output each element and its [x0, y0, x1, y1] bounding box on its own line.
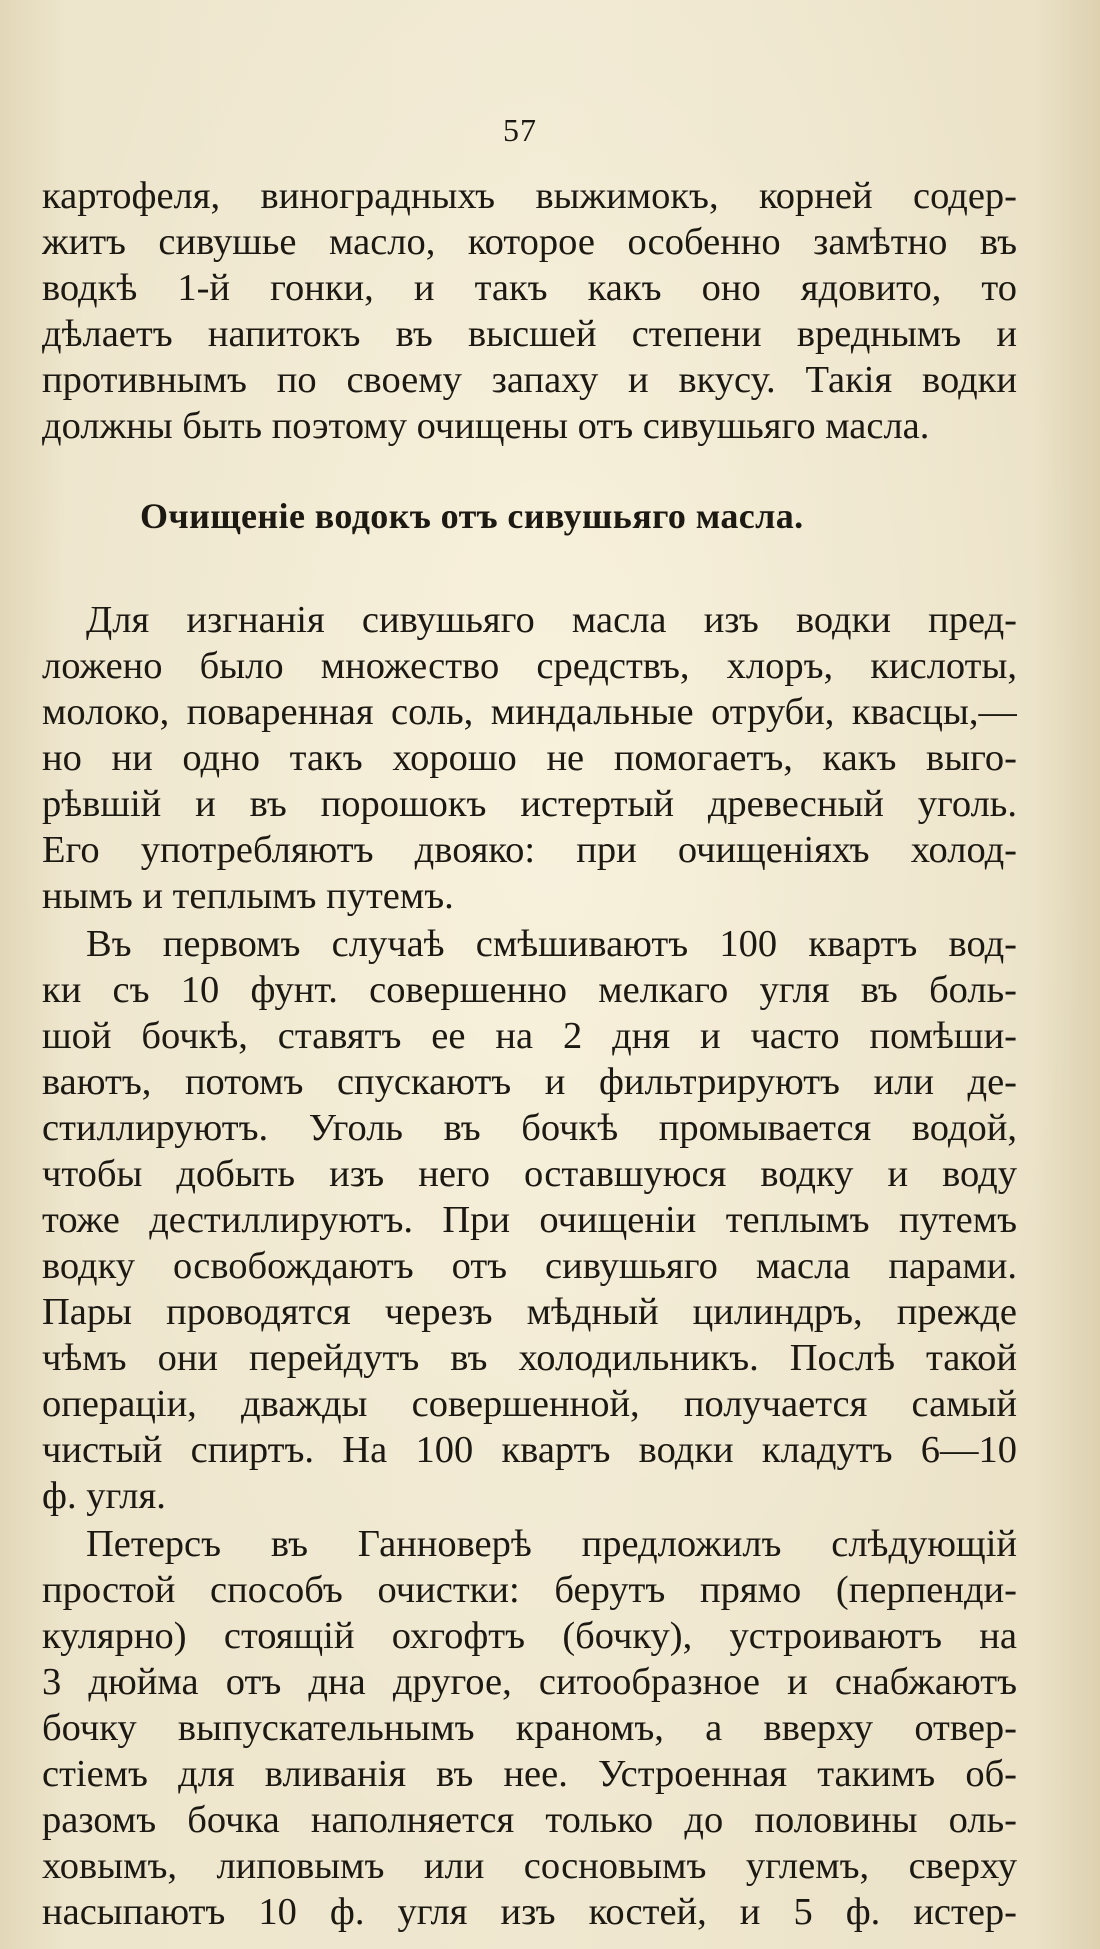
text-line: стиллируютъ. Уголь въ бочкѣ промывается водой, — [42, 1107, 1017, 1149]
text-line: 3 дюйма отъ дна другое, ситообразное и снабжаютъ — [42, 1661, 1017, 1703]
text-line: должны быть поэтому очищены отъ сивушьяго масла. — [42, 405, 930, 447]
text-line: разомъ бочка наполняется только до половины оль- — [42, 1799, 1017, 1841]
text-line: противнымъ по своему запаху и вкусу. Такія водки — [42, 359, 1017, 401]
text-line: чѣмъ они перейдутъ въ холодильникъ. Послѣ такой — [42, 1337, 1017, 1379]
text-line: чтобы добыть изъ него оставшуюся водку и воду — [42, 1153, 1017, 1195]
text-line: операціи, дважды совершенной, получается самый — [42, 1383, 1017, 1425]
text-line: дѣлаетъ напитокъ въ высшей степени вреднымъ и — [42, 313, 1017, 355]
text-line: простой способъ очистки: берутъ прямо (перпенди- — [42, 1569, 1017, 1611]
page-number: 57 — [503, 112, 537, 148]
paragraph — [42, 597, 1017, 919]
body-text — [42, 173, 1017, 1935]
text-line: нымъ и теплымъ путемъ. — [42, 875, 454, 917]
text-line: Для изгнанія сивушьяго масла изъ водки пред- — [86, 599, 1017, 641]
text-line: шой бочкѣ, ставятъ ее на 2 дня и часто помѣши- — [42, 1015, 1017, 1057]
text-line: тоже дестиллируютъ. При очищеніи теплымъ путемъ — [42, 1199, 1017, 1241]
text-line: ваютъ, потомъ спускаютъ и фильтрируютъ или де- — [42, 1061, 1017, 1103]
paragraph — [42, 921, 1017, 1519]
text-line: кулярно) стоящій охгофтъ (бочку), устроиваютъ на — [42, 1615, 1017, 1657]
text-line: житъ сивушье масло, которое особенно замѣтно въ — [42, 221, 1017, 263]
paragraph — [42, 1521, 1017, 1935]
text-line: бочку выпускательнымъ краномъ, а вверху отвер- — [42, 1707, 1017, 1749]
text-line: водку освобождаютъ отъ сивушьяго масла парами. — [42, 1245, 1017, 1287]
text-line: рѣвшій и въ порошокъ истертый древесный уголь. — [42, 783, 1017, 825]
text-line: но ни одно такъ хорошо не помогаетъ, какъ выго- — [42, 737, 1017, 779]
section-heading: Очищеніе водокъ отъ сивушьяго масла. — [140, 496, 804, 536]
text-line: ки съ 10 фунт. совершенно мелкаго угля въ боль- — [42, 969, 1017, 1011]
text-line: Въ первомъ случаѣ смѣшиваютъ 100 квартъ вод- — [86, 923, 1017, 965]
text-line: картофеля, виноградныхъ выжимокъ, корней содер- — [42, 175, 1017, 217]
text-line: молоко, поваренная соль, миндальные отруби, квасцы,— — [42, 691, 1017, 733]
text-line: чистый спиртъ. На 100 квартъ водки кладутъ 6—10 — [42, 1429, 1017, 1471]
text-line: Петерсъ въ Ганноверѣ предложилъ слѣдующій — [86, 1523, 1017, 1565]
paragraph — [42, 173, 1017, 449]
text-line: водкѣ 1-й гонки, и такъ какъ оно ядовито, то — [42, 267, 1017, 309]
text-line: ф. угля. — [42, 1475, 166, 1517]
text-line: ховымъ, липовымъ или сосновымъ углемъ, сверху — [42, 1845, 1017, 1887]
text-line: насыпаютъ 10 ф. угля изъ костей, и 5 ф. истер- — [42, 1891, 1017, 1933]
text-line: Пары проводятся черезъ мѣдный цилиндръ, прежде — [42, 1291, 1017, 1333]
text-line: Его употребляютъ двояко: при очищеніяхъ холод- — [42, 829, 1017, 871]
text-line: ложено было множество средствъ, хлоръ, кислоты, — [42, 645, 1017, 687]
text-line: стіемъ для вливанія въ нее. Устроенная такимъ об- — [42, 1753, 1017, 1795]
